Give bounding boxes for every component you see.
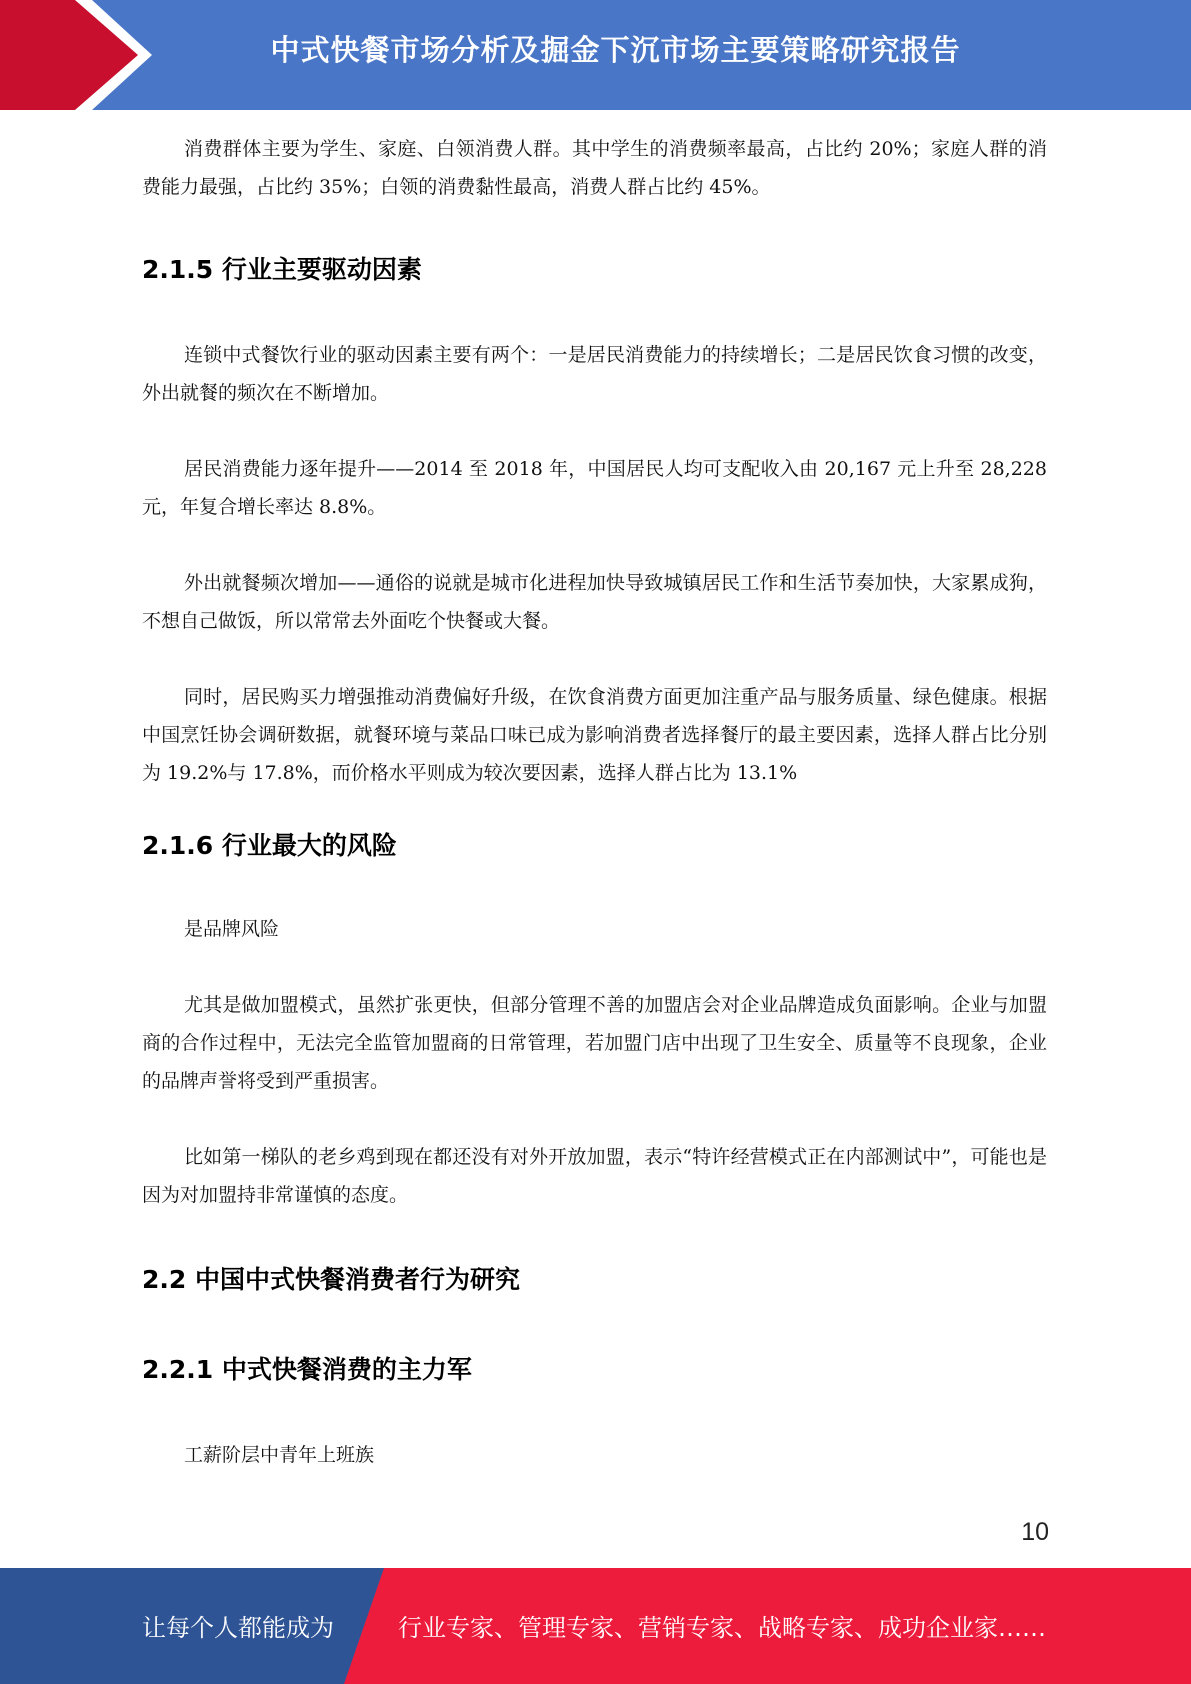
- footer-slogan-right: 行业专家、管理专家、营销专家、战略专家、成功企业家……: [398, 1614, 1046, 1642]
- header-arrow-icon: [0, 0, 160, 110]
- page-footer: [0, 1568, 1191, 1684]
- paragraph-main-consumers: 工薪阶层中青年上班族: [184, 1444, 375, 1466]
- paragraph-income-growth: 居民消费能力逐年提升——2014 至 2018 年，中国居民人均可支配收入由 20,167 元上升至 28,228 元，年复合增长率达 8.8%。: [142, 458, 1047, 518]
- paragraph-laoxiangji-example: 比如第一梯队的老乡鸡到现在都还没有对外开放加盟，表示“特许经营模式正在内部测试中”，可能也是因为对加盟持非常谨慎的态度。: [142, 1146, 1047, 1206]
- paragraph-consumer-groups: 消费群体主要为学生、家庭、白领消费人群。其中学生的消费频率最高，占比约 20%；家庭人群的消费能力最强，占比约 35%；白领的消费黏性最高，消费人群占比约 45%。: [142, 138, 1047, 198]
- paragraph-brand-risk: 是品牌风险: [184, 918, 280, 940]
- section-heading-2-1-5: 2.1.5 行业主要驱动因素: [142, 255, 422, 284]
- paragraph-dining-frequency: 外出就餐频次增加——通俗的说就是城市化进程加快导致城镇居民工作和生活节奏加快，大家累成狗，不想自己做饭，所以常常去外面吃个快餐或大餐。: [142, 572, 1047, 632]
- paragraph-franchise-risk: 尤其是做加盟模式，虽然扩张更快，但部分管理不善的加盟店会对企业品牌造成负面影响。企业与加盟商的合作过程中，无法完全监管加盟商的日常管理，若加盟门店中出现了卫生安全、质量等不良现象，企业的品牌声誉将受到严重损害。: [142, 994, 1047, 1092]
- footer-slogan-left: 让每个人都能成为: [142, 1614, 334, 1642]
- document-body: [142, 130, 1047, 1474]
- section-heading-2-2: 2.2 中国中式快餐消费者行为研究: [142, 1265, 520, 1294]
- page-header: [0, 0, 1191, 110]
- section-heading-2-2-1: 2.2.1 中式快餐消费的主力军: [142, 1355, 472, 1384]
- section-heading-2-1-6: 2.1.6 行业最大的风险: [142, 831, 397, 860]
- report-title: 中式快餐市场分析及掘金下沉市场主要策略研究报告: [270, 33, 961, 67]
- page-number: 10: [1021, 1518, 1049, 1546]
- paragraph-driving-factors: 连锁中式餐饮行业的驱动因素主要有两个：一是居民消费能力的持续增长；二是居民饮食习惯的改变，外出就餐的频次在不断增加。: [142, 344, 1047, 404]
- paragraph-consumption-upgrade: 同时，居民购买力增强推动消费偏好升级，在饮食消费方面更加注重产品与服务质量、绿色健康。根据中国烹饪协会调研数据，就餐环境与菜品口味已成为影响消费者选择餐厅的最主要因素，选择人群占比分别为 19.2%与 17.8%，而价格水平则成为较次要因素，选择人群占比为 13.1%: [142, 686, 1047, 784]
